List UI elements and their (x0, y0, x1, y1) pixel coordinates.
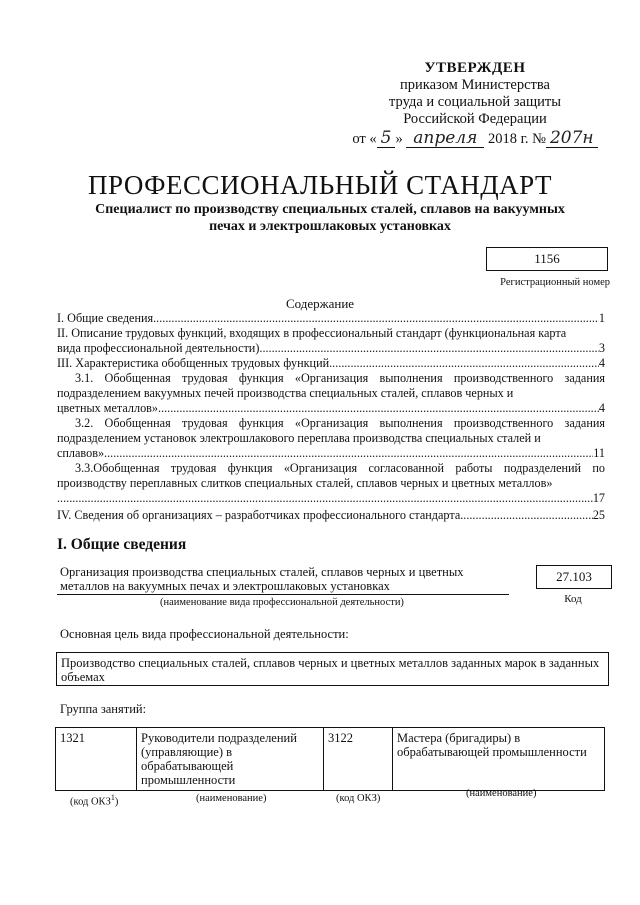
group-name-cell: Руководители подразделений (управляющие) в обрабатывающей промышленности (137, 728, 324, 791)
approval-line-2: труда и социальной защиты (389, 94, 561, 110)
approval-line-3: Российской Федерации (403, 111, 547, 127)
date-mid: » (395, 131, 403, 147)
group-label: Группа занятий: (60, 702, 147, 716)
approval-date-line (340, 130, 610, 148)
activity-code-caption: Код (564, 593, 582, 605)
activity-underline (57, 594, 509, 595)
activity-name (60, 565, 500, 593)
toc-item[interactable]: 3.2. Обобщенная трудовая функция «Организация выполнения производственного задания подразделением установок электрошлакового переплава производства специальных сталей и сплавов» ..... 11 (57, 416, 605, 461)
registration-number-box: 1156 (486, 247, 608, 271)
toc-item[interactable]: 3.1. Обобщенная трудовая функция «Организация выполнения производственного задания подразделением вакуумных печей производства специальных сталей, сплавов черных и цветных металлов» ..... 4 (57, 371, 605, 416)
subtitle-line-2: печах и электрошлаковых установках (209, 219, 451, 234)
okz-code-caption-2: (код ОКЗ) (336, 793, 381, 804)
document-subtitle (70, 201, 590, 235)
date-year: 2018 г. № (487, 131, 546, 147)
name-caption-2: (наименование) (466, 788, 537, 799)
registration-label: Регистрационный номер (500, 277, 610, 288)
table-of-contents (57, 311, 605, 523)
toc-item[interactable]: I. Общие сведения ..... 1 (57, 311, 605, 326)
order-number: 207н (546, 130, 598, 148)
toc-item[interactable]: III. Характеристика обобщенных трудовых функций ..... 4 (57, 356, 605, 371)
goal-box: Производство специальных сталей, сплавов черных и цветных металлов заданных марок в заданных объемах (56, 652, 609, 686)
approval-line-1: приказом Министерства (400, 77, 550, 93)
group-code-cell: 1321 (56, 728, 137, 791)
approval-title: УТВЕРЖДЕН (424, 60, 526, 76)
subtitle-line-1: Специалист по производству специальных сталей, сплавов на вакуумных (95, 202, 565, 217)
goal-label: Основная цель вида профессиональной деятельности: (60, 627, 349, 641)
date-prefix: от « (352, 131, 377, 147)
activity-code-box: 27.103 (536, 565, 612, 589)
toc-item[interactable]: 3.3.Обобщенная трудовая функция «Организация согласованной работы подразделений по производству переплавных слитков специальных сталей, сплавов черных и цветных металлов» ..... 17 (57, 461, 605, 506)
date-day: 5 (377, 130, 396, 148)
name-caption: (наименование) (196, 793, 267, 804)
toc-item[interactable]: IV. Сведения об организациях – разработчиках профессионального стандарта ..... 25 (57, 508, 605, 523)
approval-block (340, 60, 610, 148)
toc-heading: Содержание (285, 296, 355, 311)
activity-line-2: металлов на вакуумных печах и электрошлаковых установках (60, 579, 390, 593)
section-heading: I. Общие сведения (57, 536, 187, 553)
date-month: апреля (406, 130, 484, 148)
activity-caption: (наименование вида профессиональной деятельности) (160, 597, 404, 608)
group-code-cell: 3122 (324, 728, 393, 791)
okz-code-caption: (код ОКЗ$^1$) (70, 793, 119, 808)
document-title: ПРОФЕССИОНАЛЬНЫЙ СТАНДАРТ (87, 170, 553, 200)
toc-item[interactable]: II. Описание трудовых функций, входящих в профессиональный стандарт (функциональная карта вида профессиональной деятельности) ..... 3 (57, 326, 605, 356)
occupation-groups-table (55, 727, 605, 791)
group-name-cell: Мастера (бригадиры) в обрабатывающей промышленности (393, 728, 605, 791)
table-row (56, 728, 605, 791)
activity-line-1: Организация производства специальных сталей, сплавов черных и цветных (60, 565, 464, 579)
